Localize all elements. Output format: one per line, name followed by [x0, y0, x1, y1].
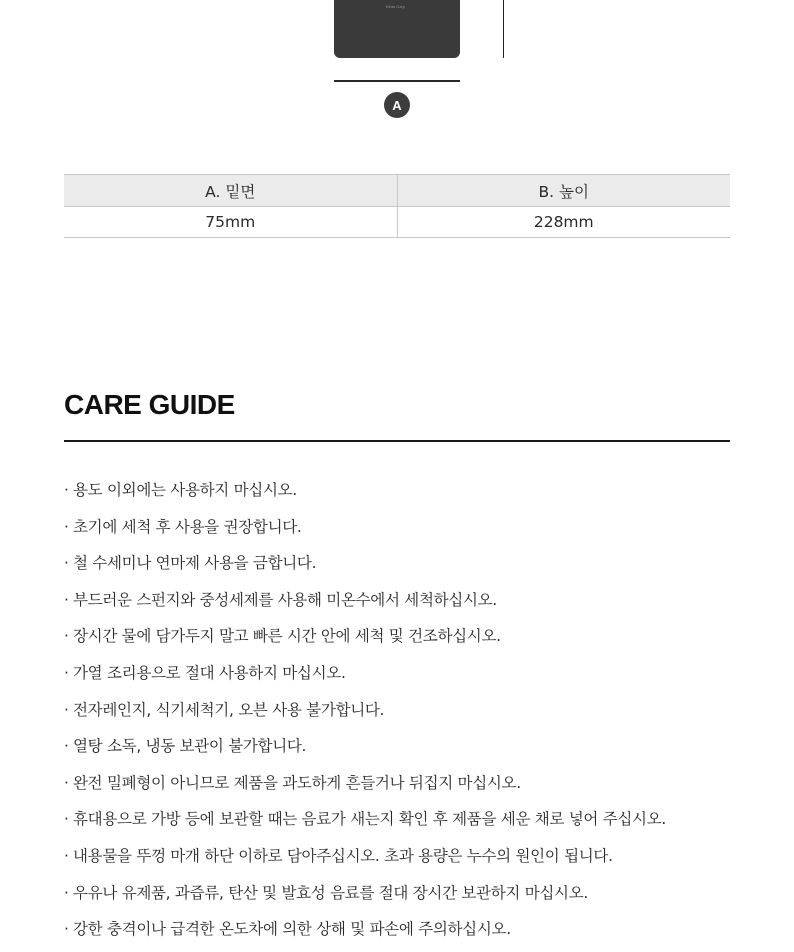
care-item	[64, 692, 764, 729]
care-item	[64, 875, 764, 912]
dimension-table-value-row	[64, 207, 730, 238]
care-item-text: 휴대용으로 가방 등에 보관할 때는 음료가 새는지 확인 후 제품을 세운 채로 넣어 주십시오.	[73, 810, 667, 829]
care-item-text: 우유나 유제품, 과즙류, 탄산 및 발효성 음료를 절대 장시간 보관하지 마십시오.	[73, 883, 589, 902]
care-item	[64, 655, 764, 692]
care-item-text: 부드러운 스펀지와 중성세제를 사용해 미온수에서 세척하십시오.	[73, 590, 497, 609]
care-item	[64, 472, 764, 509]
care-guide-title: CARE GUIDE	[64, 389, 235, 420]
care-item	[64, 911, 764, 948]
care-item-text: 철 수세미나 연마제 사용을 금합니다.	[73, 554, 317, 573]
base-dimension-line	[334, 80, 460, 82]
care-item-text: 강한 충격이나 급격한 온도차에 의한 상해 및 파손에 주의하십시오.	[73, 920, 511, 939]
bullet-dot: ·	[64, 920, 69, 939]
care-item-text: 열탕 소독, 냉동 보관이 불가합니다.	[73, 737, 307, 756]
care-guide-divider	[64, 440, 730, 442]
bullet-dot: ·	[64, 700, 69, 719]
bullet-dot: ·	[64, 737, 69, 756]
bullet-dot: ·	[64, 846, 69, 865]
dimension-value-base: 75mm	[64, 207, 397, 238]
care-item-text: 완전 밀폐형이 아니므로 제품을 과도하게 흔들거나 뒤집지 마십시오.	[73, 773, 521, 792]
bullet-dot: ·	[64, 810, 69, 829]
care-item-text: 전자레인지, 식기세척기, 오븐 사용 불가합니다.	[73, 700, 385, 719]
care-item-text: 용도 이외에는 사용하지 마십시오.	[73, 481, 297, 499]
bullet-dot: ·	[64, 517, 69, 536]
dimension-value-height: 228mm	[397, 207, 730, 238]
dimension-table	[64, 174, 730, 238]
dimension-header-base: A. 밑면	[64, 175, 397, 207]
dimension-table-header-row	[64, 175, 730, 207]
product-brand-mark: Kinto Corp	[386, 4, 405, 9]
bullet-dot: ·	[64, 883, 69, 902]
care-item	[64, 765, 764, 802]
dimension-header-height: B. 높이	[397, 175, 730, 207]
bullet-dot: ·	[64, 773, 69, 792]
care-item-text: 초기에 세척 후 사용을 권장합니다.	[73, 517, 302, 536]
care-item	[64, 545, 764, 582]
bullet-dot: ·	[64, 663, 69, 682]
dimension-marker-a: A	[384, 92, 410, 118]
care-item-text: 가열 조리용으로 절대 사용하지 마십시오.	[73, 663, 346, 682]
height-dimension-line	[503, 0, 504, 58]
care-item	[64, 801, 764, 838]
care-item	[64, 582, 764, 619]
care-item	[64, 728, 764, 765]
bullet-dot: ·	[64, 590, 69, 609]
care-item	[64, 509, 764, 546]
bullet-dot: ·	[64, 481, 69, 499]
care-item	[64, 838, 764, 875]
care-guide-list	[64, 472, 764, 948]
care-item-text: 장시간 물에 담가두지 말고 빠른 시간 안에 세척 및 건조하십시오.	[73, 627, 501, 646]
product-bottle-base	[334, 0, 460, 58]
bullet-dot: ·	[64, 554, 69, 573]
bullet-dot: ·	[64, 627, 69, 646]
care-item-text: 내용물을 뚜껑 마개 하단 이하로 담아주십시오. 초과 용량은 누수의 원인이 됩니다.	[73, 846, 613, 865]
care-item	[64, 618, 764, 655]
